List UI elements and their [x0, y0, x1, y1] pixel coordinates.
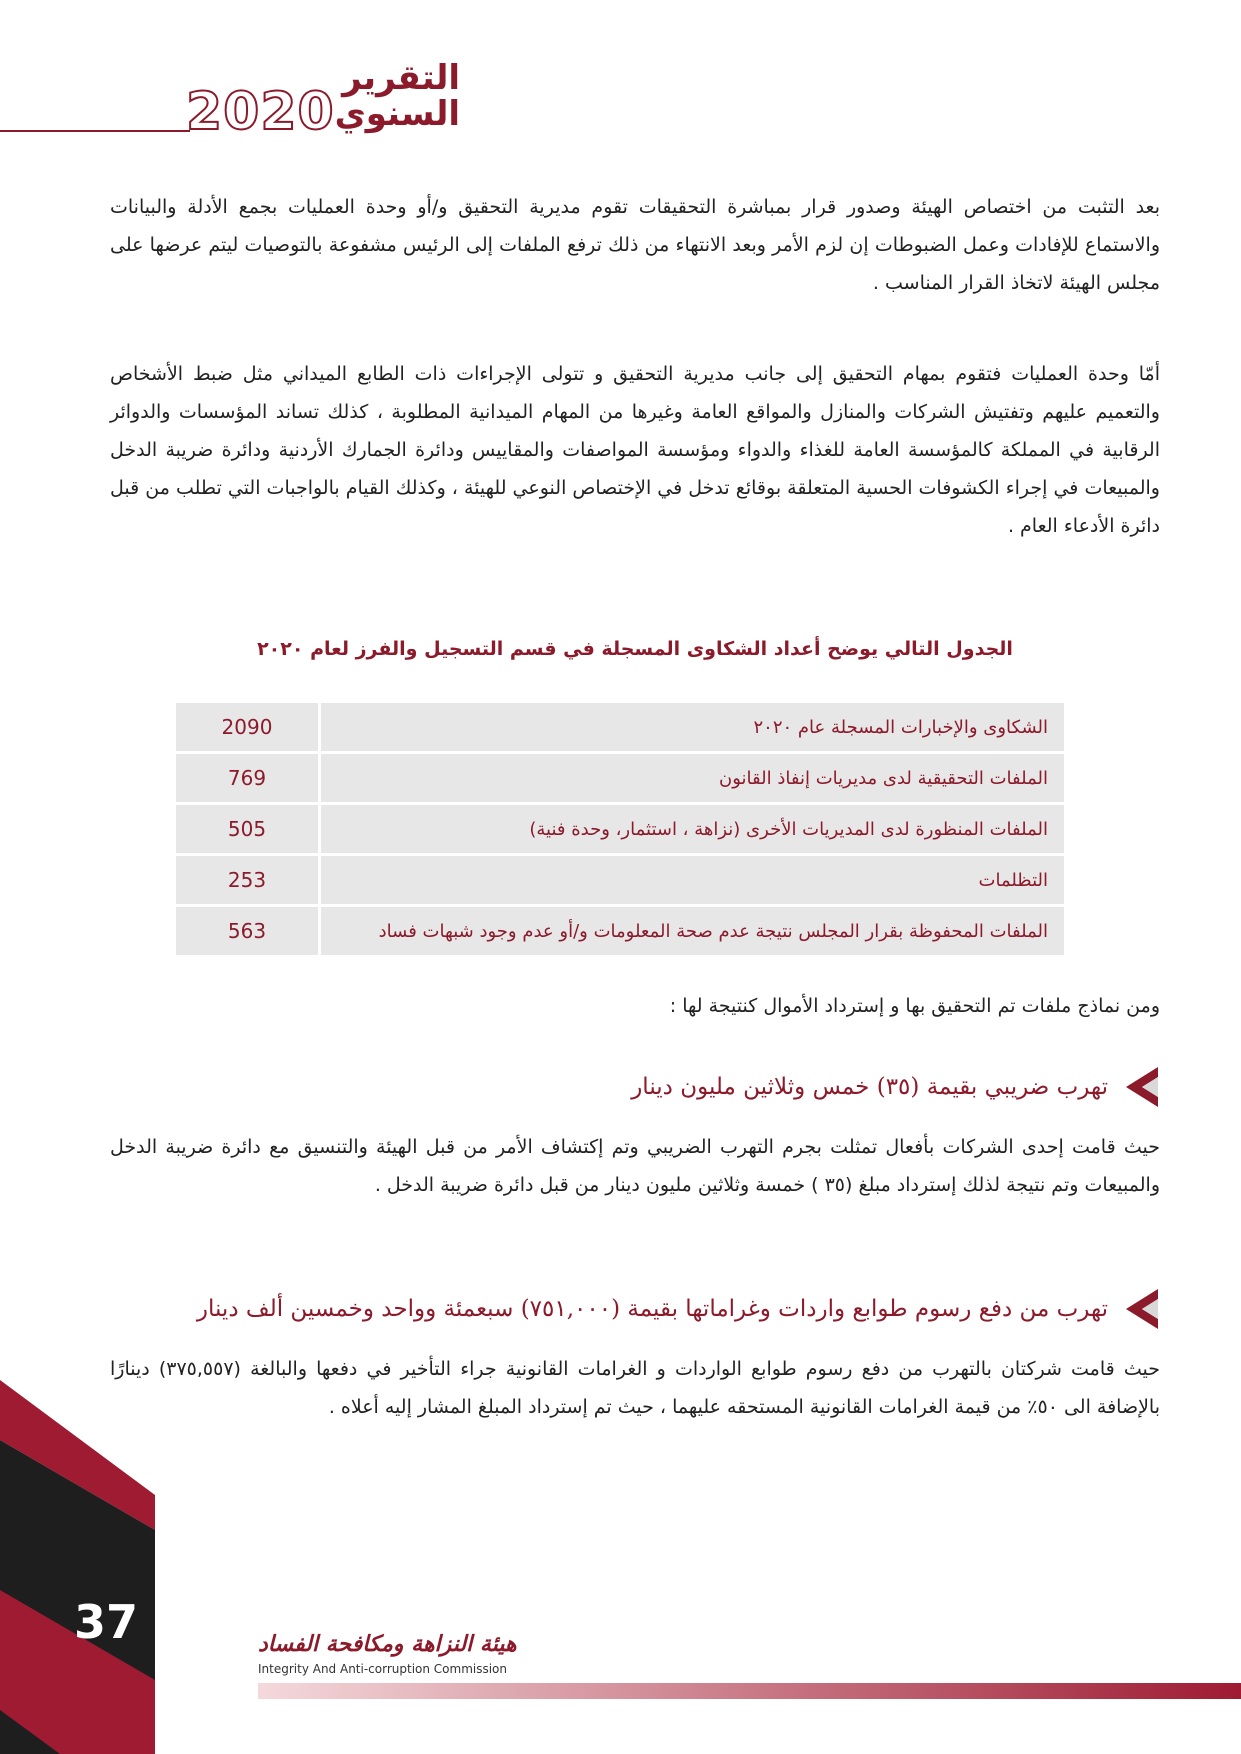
header-rule — [0, 130, 190, 132]
section-body-stamp-fees — [110, 1350, 1160, 1426]
paragraph-text: بعد التثبت من اختصاص الهيئة وصدور قرار بمباشرة التحقيقات تقوم مديرية التحقيق و/أو وحدة العمليات بجمع الأدلة والبيانات والاستماع للإفادات وعمل الضبوطات إن لزم الأمر وبعد الانتهاء من ذلك ترفع الملفات إلى الرئيس مشفوعة بالتوصيات ليتم عرضها على مجلس الهيئة لاتخاذ القرار المناسب . — [110, 196, 1160, 294]
section-title: تهرب ضريبي بقيمة (٣٥) خمس وثلاثين مليون دينار — [631, 1074, 1108, 1100]
row-value: 563 — [176, 907, 321, 955]
row-label: الملفات التحقيقية لدى مديريات إنفاذ القانون — [321, 754, 1064, 802]
paragraph-text: أمّا وحدة العمليات فتقوم بمهام التحقيق إلى جانب مديرية التحقيق و تتولى الإجراءات ذات الطابع الميداني مثل ضبط الأشخاص والتعميم عليهم وتفتيش الشركات والمنازل والمواقع العامة وغيرها من المهام الميدانية المطلوبة ، كذلك تساند المؤسسات والدوائر الرقابية في المملكة كالمؤسسة العامة للغذاء والدواء ومؤسسة المواصفات والمقاييس ودائرة الجمارك الأردنية ودائرة ضريبة الدخل والمبيعات في إجراء الكشوفات الحسية المتعلقة بوقائع تدخل في الإختصاص النوعي للهيئة ، وكذلك القيام بالواجبات التي تطلب من قبل دائرة الأدعاء العام . — [110, 363, 1160, 537]
row-label: الشكاوى والإخبارات المسجلة عام ٢٠٢٠ — [321, 703, 1064, 751]
section-body-text: حيث قامت إحدى الشركات بأفعال تمثلت بجرم التهرب الضريبي وتم إكتشاف الأمر من قبل الهيئة والتنسيق مع دائرة ضريبة الدخل والمبيعات وتم نتيجة لذلك إسترداد مبلغ (٣٥ ) خمسة وثلاثين مليون دينار من قبل دائرة ضريبة الدخل . — [110, 1136, 1160, 1196]
corner-decoration — [0, 1380, 160, 1754]
row-value: 2090 — [176, 703, 321, 751]
row-label: التظلمات — [321, 856, 1064, 904]
header-title-line2: السنوي — [334, 94, 460, 134]
page-number: 37 — [74, 1595, 139, 1649]
org-name-arabic: هيئة النزاهة ومكافحة الفساد — [258, 1632, 517, 1657]
footer-gradient-bar — [258, 1683, 1241, 1699]
row-label: الملفات المنظورة لدى المديريات الأخرى (نزاهة ، استثمار، وحدة فنية) — [321, 805, 1064, 853]
paragraph-investigation — [110, 188, 1160, 302]
paragraph-operations-unit — [110, 355, 1160, 545]
section-body-text: حيث قامت شركتان بالتهرب من دفع رسوم طوابع الواردات و الغرامات القانونية جراء التأخير في دفعها والبالغة (٣٧٥,٥٥٧) دينارًا بالإضافة الى ٥٠٪ من قيمة الغرامات القانونية المستحقه عليهما ، حيث تم إسترداد المبلغ المشار إليه أعلاه . — [110, 1358, 1160, 1418]
chevron-left-icon — [1120, 1285, 1160, 1333]
header-year: 2020 — [186, 82, 335, 142]
row-value: 253 — [176, 856, 321, 904]
table-row — [176, 856, 1064, 904]
table-row — [176, 907, 1064, 955]
table-title: الجدول التالي يوضح أعداد الشكاوى المسجلة في قسم التسجيل والفرز لعام ٢٠٢٠ — [257, 638, 1013, 660]
complaints-table — [176, 700, 1064, 958]
org-name-english: Integrity And Anti-corruption Commission — [258, 1662, 508, 1676]
section-heading-stamp-fees — [110, 1285, 1160, 1333]
section-heading-tax-evasion — [110, 1063, 1160, 1111]
row-value: 505 — [176, 805, 321, 853]
section-body-tax-evasion — [110, 1128, 1160, 1204]
table-row — [176, 703, 1064, 751]
section-title: تهرب من دفع رسوم طوابع واردات وغراماتها بقيمة (٧٥١,٠٠٠) سبعمئة وواحد وخمسين ألف دينار — [196, 1296, 1108, 1322]
table-row — [176, 754, 1064, 802]
table-row — [176, 805, 1064, 853]
header-title-line1: التقرير — [342, 58, 460, 98]
row-label: الملفات المحفوظة بقرار المجلس نتيجة عدم صحة المعلومات و/أو عدم وجود شبهات فساد — [321, 907, 1064, 955]
report-header — [0, 60, 470, 140]
row-value: 769 — [176, 754, 321, 802]
chevron-left-icon — [1120, 1063, 1160, 1111]
examples-intro: ومن نماذج ملفات تم التحقيق بها و إسترداد الأموال كنتيجة لها : — [669, 995, 1160, 1017]
